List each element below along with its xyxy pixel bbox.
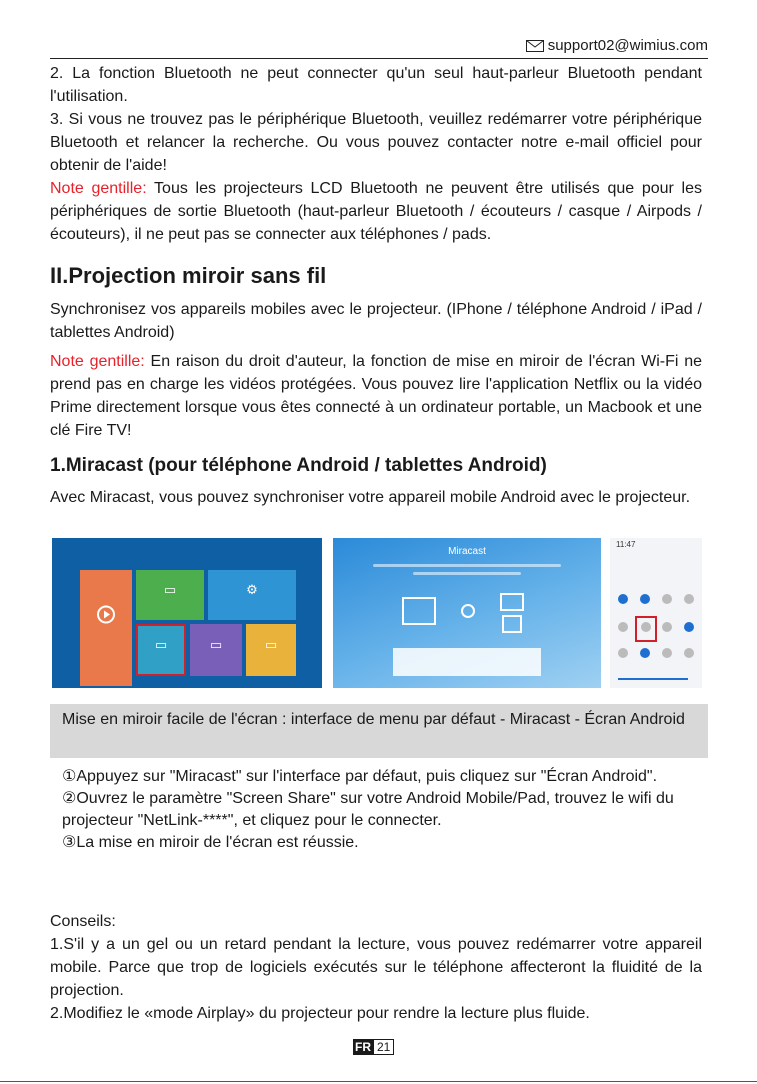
toggle-icon (640, 594, 650, 604)
toggle-icon (662, 594, 672, 604)
toggle-icon (684, 594, 694, 604)
settings-tile (208, 570, 296, 620)
source-icon: ▭ (163, 582, 177, 597)
gear-icon: ⚙ (246, 582, 258, 597)
usb-tile (246, 624, 296, 676)
brightness-slider (618, 678, 688, 680)
section-title: II.Projection miroir sans fil (50, 263, 327, 288)
text-line (373, 564, 561, 567)
info-box (393, 648, 541, 676)
support-email[interactable]: support02@wimius.com (547, 37, 708, 54)
tip-1: 1.S'il y a un gel ou un retard pendant la lecture, vous pouvez redémarrer votre appareil mobile. Parce que trop de logiciels exécutés sur le téléphone affecteront la fluidité de la projection. (50, 936, 702, 999)
page-number: 21 (373, 1039, 394, 1055)
text-line (413, 572, 521, 575)
toggle-icon (618, 622, 628, 632)
toggle-icon (684, 622, 694, 632)
miracast-screenshot (333, 538, 601, 688)
note-label: Note gentille: (50, 353, 145, 370)
miracast-tile (136, 624, 186, 676)
language-label: FR (355, 1040, 371, 1054)
note-text: En raison du droit d'auteur, la fonction de mise en miroir de l'écran Wi-Fi ne prend pas en charge les vidéos protégées. Vous pouvez lire l'application Netflix ou la vidéo Prime directement lorsque vous êtes connecté à un ordinateur portable, un Macbook et une clé Fire TV! (50, 353, 703, 439)
steps-list (62, 766, 702, 854)
usb-icon: ▭ (264, 636, 278, 652)
menu-screenshot (52, 538, 322, 688)
section-note (50, 350, 702, 442)
toggle-icon (618, 648, 628, 658)
toggle-icon (618, 594, 628, 604)
toggle-icon (640, 648, 650, 658)
note-text: Tous les projecteurs LCD Bluetooth ne peuvent être utilisés que pour les périphériques de sortie Bluetooth (haut-parleur Bluetooth / écouteurs / casque / Airpods / écouteurs), il ne peut pas se connecter aux téléphones / pads. (50, 180, 703, 243)
step-1: ①Appuyez sur "Miracast" sur l'interface par défaut, puis cliquez sur "Écran Android". (62, 768, 658, 785)
mail-icon (526, 38, 544, 58)
image-caption: Mise en miroir facile de l'écran : interface de menu par défaut - Miracast - Écran Android (50, 704, 708, 758)
airplay-tile (190, 624, 242, 676)
play-icon (97, 606, 115, 627)
phone-clock: 11:47 (616, 540, 636, 549)
tip-2: 2.Modifiez le «mode Airplay» du projecteur pour rendre la lecture plus fluide. (50, 1005, 590, 1022)
screen-mirror-icon: ▭ (154, 637, 168, 653)
devices-illustration (393, 584, 543, 644)
subsection-title: 1.Miracast (pour téléphone Android / tablettes Android) (50, 455, 547, 476)
bottom-divider (0, 1081, 757, 1082)
intro-note (50, 177, 702, 246)
airplay-icon: ▭ (209, 636, 223, 652)
toggle-icon (662, 622, 672, 632)
page-number-badge (353, 1039, 394, 1055)
step-2: ②Ouvrez le paramètre "Screen Share" sur votre Android Mobile/Pad, trouvez le wifi du projecteur "NetLink-****", et cliquez pour le connecter. (62, 790, 674, 829)
subsection-desc: Avec Miracast, vous pouvez synchroniser votre appareil mobile Android avec le projecteur. (50, 489, 691, 506)
screen-share-icon (641, 622, 651, 632)
toggle-icon (684, 648, 694, 658)
tips-title: Conseils: (50, 913, 116, 930)
multimedia-tile (80, 570, 132, 686)
miracast-screen-title: Miracast (448, 546, 486, 557)
toggle-icon (662, 648, 672, 658)
intro-point-3: 3. Si vous ne trouvez pas le périphérique Bluetooth, veuillez redémarrer votre périphérique Bluetooth et relancer la recherche. Ou vous pouvez contacter notre e-mail officiel pour obtenir de l'aide! (50, 111, 702, 174)
intro-point-2: 2. La fonction Bluetooth ne peut connecter qu'un seul haut-parleur Bluetooth pendant l'utilisation. (50, 65, 702, 105)
page-header (50, 36, 708, 59)
source-tile (136, 570, 204, 620)
sync-text: Synchronisez vos appareils mobiles avec le projecteur. (IPhone / téléphone Android / iPad / tablettes Android) (50, 301, 702, 341)
phone-screenshot (610, 538, 702, 688)
note-label: Note gentille: (50, 180, 147, 197)
step-3: ③La mise en miroir de l'écran est réussie. (62, 834, 359, 851)
